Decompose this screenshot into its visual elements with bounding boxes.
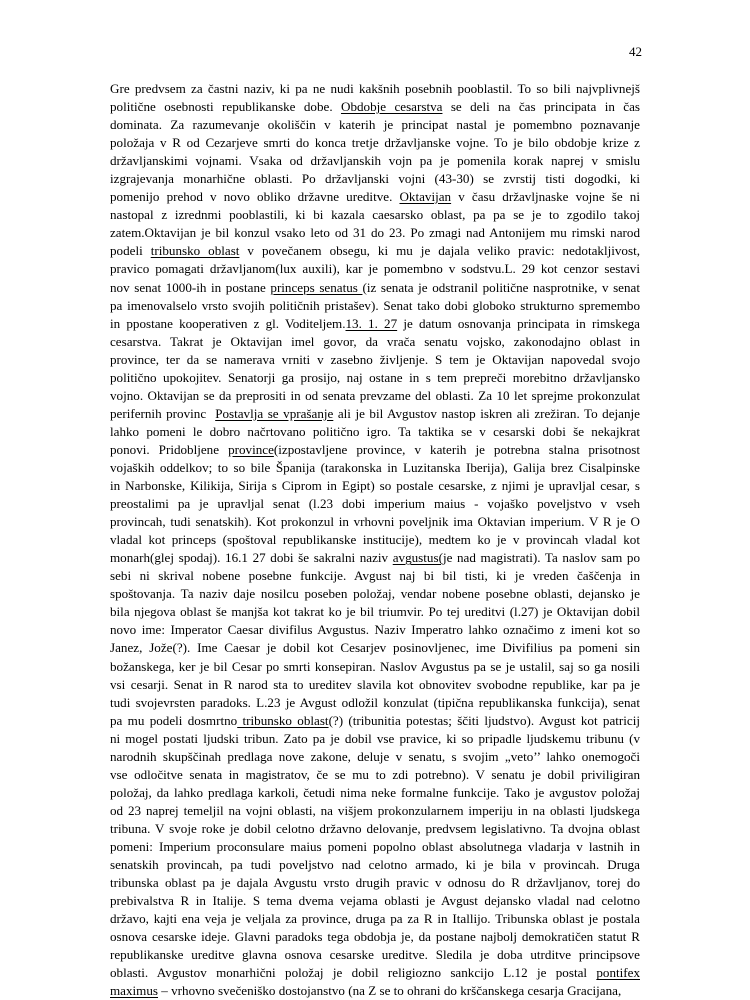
text-segment: tudi svojevrsten paradoks. L.23 je Avgust odložil konzulat (tipična republikanska funkcija), senat — [110, 694, 640, 710]
text-line — [110, 603, 640, 621]
text-segment: spoštovanja. Ta naziv daje nosilcu poseben položaj, vendar nobene posebne oblasti, dejansko je — [110, 586, 640, 602]
text-line — [110, 639, 640, 657]
text-segment: vladal kot princeps (spoštoval republikanske institucije), medtem ko je v provincah vladal kot — [110, 532, 640, 548]
text-line — [110, 549, 640, 567]
text-line — [110, 116, 640, 134]
text-segment: nastopal z izrednmi pooblastili, ki bi kazala caesarsko oblast, pa pa se je to zgodilo takoj — [110, 207, 640, 223]
text-segment: državljanskimi vojnami. Vsaka od državljanskih vojn pa je pomenila korak naprej v smislu — [110, 153, 640, 169]
text-line — [110, 820, 640, 838]
text-line — [110, 621, 640, 639]
text-line — [110, 730, 640, 748]
text-segment: provincah, tudi senatskih). Kot prokonzul in vrhovni poveljnik ima Oktavian imperium. V R je O — [110, 514, 640, 530]
text-line — [110, 297, 640, 315]
text-segment: novo ime: Imperator Caesar divifilus Avgustus. Naziv Imperatro lahko označimo z imeni kot so — [110, 622, 640, 638]
text-segment: bila njegova oblast še manjša kot takrat ko je bil triumvir. Po tej ureditvi (l.27) je Oktavijan dobil — [110, 604, 640, 620]
text-line — [110, 910, 640, 928]
text-segment: je datum osnovanja principata in rimskega — [397, 315, 640, 331]
text-segment: cesarstva. Takrat je Oktavijan imel govor, da vrača senatu vojsko, zakonodajno oblast in — [110, 333, 640, 349]
text-line — [110, 513, 640, 531]
text-segment: državo, kajti ena veja je veljala za province, druga pa za R in Itallijo. Tribunska oblast je postala — [110, 911, 640, 927]
underlined-term: 13. 1. 27 — [345, 315, 398, 331]
text-segment: republikanske ureditve glavna osnova cesarske ureditve. Sledila je doba utrditve principsove — [110, 947, 640, 963]
text-segment: sebi ni skrival nobene posebne funkcije. Avgust naj bi bil tisti, ki je vreden čaščenja in — [110, 568, 640, 584]
text-line — [110, 567, 640, 585]
text-line — [110, 982, 640, 1000]
underlined-term: avgustus( — [392, 550, 443, 566]
page-number: 42 — [629, 44, 642, 59]
text-segment: monarh(glej spodaj). 16.1 27 dobi še sakralni naziv — [110, 550, 393, 566]
underlined-term: tribunsko oblast — [237, 712, 329, 728]
text-line — [110, 260, 640, 278]
text-line — [110, 206, 640, 224]
text-line — [110, 748, 640, 766]
underlined-term: maximus — [110, 983, 159, 999]
underlined-term: province — [228, 441, 274, 457]
underlined-term: princeps senatus — [270, 279, 363, 295]
text-segment: politične osebnosti republikanske dobe. — [110, 99, 341, 115]
text-segment: v času državljnaske vojne še ni — [451, 189, 640, 205]
text-line — [110, 477, 640, 495]
text-line — [110, 134, 640, 152]
text-line — [110, 712, 640, 730]
text-segment: vsi cesarji. Senat in R narod sta to ureditev slavila kot obnovitev svobodne republike, kar pa je — [110, 676, 640, 692]
text-line — [110, 856, 640, 874]
text-segment: in Narbonske, Kilikija, Sirija s Ciprom in Egipt) so postale cesarske, z njimi je upravljal cesar, s — [110, 478, 640, 494]
text-segment: v povečanem obsegu, ki mu je dajala veliko pravic: nedotakljivost, — [239, 243, 640, 259]
text-segment: (?) (tribunitia potestas; ščiti ljudstvo). Avgust kot patricij — [328, 712, 641, 728]
text-segment: Gre predvsem za častni naziv, ki pa ne nudi kakšnih posebnih pooblastil. To so bili najvplivnejš — [110, 81, 640, 96]
text-segment: politično upokojitev. Senatorji ga prosijo, naj ostane in s tem prepreči morebitno državljansko — [110, 369, 640, 385]
text-line — [110, 585, 640, 603]
text-line — [110, 188, 640, 206]
underlined-term: tribunsko oblast — [150, 243, 240, 259]
text-segment: in ppostane kooperativen z gl. Voditeljem. — [110, 315, 346, 331]
text-segment: položaja v R od Cezarjeve smrti do konca tretje državljanske vojne. To je bilo obdobje krize z — [110, 135, 640, 151]
text-segment: nov senat 1000-ih in postane — [110, 279, 271, 295]
text-segment: ali je bil Avgustov nastop iskren ali zrežiran. To dejanje — [333, 405, 640, 421]
text-segment: izgrajevanja monarhične oblasti. Po državljanski vojni (43-30) se zvrstij tisti dogodki, ki — [110, 171, 640, 187]
text-segment: (iz senata je odstranil politične nasprotnike, v senat — [362, 279, 640, 295]
text-segment: lahko pomeni le dobro načrtovano politično igro. Ta taktika se v cesarski dobi še nekajkrat — [110, 423, 640, 439]
text-line — [110, 784, 640, 802]
text-segment: je nad magistrati). Ta naslov sam po — [442, 550, 641, 566]
text-segment: (izpostavljene province, v katerih je potrebna stalna prisotnost — [273, 441, 640, 457]
text-segment: narodnih skupščinah predlaga nove zakone, deluje v senatu, s svojim „veto’’ lahko onemogoči — [110, 748, 640, 764]
text-segment: od 23 naprej temeljil na vojni oblasti, na višjem prokonzularnem imperiju in na oblasti ljudskega — [110, 802, 640, 818]
text-segment: se deli na čas principata in čas — [442, 99, 640, 115]
text-line — [110, 495, 640, 513]
underlined-term: pontifex — [596, 965, 640, 981]
text-line — [110, 802, 640, 820]
text-line — [110, 423, 640, 441]
text-segment: ni mogel postati ljudski tribun. Zato pa je dobil vse pravice, ki so pripadle ljudskemu tribunu (v — [110, 730, 640, 746]
text-segment: božanskega, ker je bil Cesar po smrti konsepiran. Naslov Avgustus pa se je ustalil, saj so ga nosili — [110, 658, 640, 674]
text-segment: vojaških oddelkov; to so bile Španija (tarakonska in Luzitanska Iberija), Galija brez Cisalpinske — [110, 459, 640, 475]
text-line — [110, 838, 640, 856]
text-segment: tribunska oblast pa je dajala Avgustu vrsto drugih pravic v odnosu do R državljanov, torej do — [110, 875, 640, 891]
text-segment: zatem.Oktavijan je bil konzul vsako leto od 31 do 23. Po zmagi nad Antonijem mu rimski narod — [110, 225, 640, 241]
text-segment: pa mu podeli dosmrtno — [110, 712, 238, 728]
text-segment: vojno. Oktavijan se da preprositi in od senata prevzame del oblasti. Za 10 let sprejme prokonzulat — [110, 387, 640, 403]
text-line — [110, 279, 640, 297]
text-line — [110, 315, 640, 333]
text-segment: pa imenovalselo vrsto svojih političnih pristašev). Senat tako dobi globoko strukturno spremembo — [110, 297, 640, 313]
text-segment: preostalimi pa je upravljal senat (l.23 dobi imperium maius - vojaško poveljstvo v vseh — [110, 496, 640, 512]
text-segment: province, ter da se namerava vrniti v zasebno življenje. S tem je Oktavijan napovedal svojo — [110, 351, 640, 367]
text-line — [110, 928, 640, 946]
text-line — [110, 766, 640, 784]
text-segment: dominata. Za razumevanje okoliščin v katerih je principat nastal je pomembno poznavanje — [110, 117, 640, 133]
text-line — [110, 98, 640, 116]
text-segment: podeli — [110, 243, 151, 259]
text-segment: pomenijo prehod v novo obliko državne ureditve. — [110, 189, 400, 205]
text-line — [110, 874, 640, 892]
text-segment: perifernih provinc — [110, 405, 216, 421]
text-segment: – vrhovno svečeniško dostojanstvo (na Z se to ohrani do krščanskega cesarja Gracijana, — [158, 983, 622, 999]
text-segment: Janez, Jože(?). Ime Caesar je dobil kot Cesarjev posinovljenec, ime Divifilius pa pomeni sin — [110, 640, 640, 656]
text-line — [110, 369, 640, 387]
text-line — [110, 80, 640, 98]
text-line — [110, 459, 640, 477]
text-segment: oblasti. Avgustov monarhični položaj je dobil religiozno sankcijo L.12 je postal — [110, 965, 597, 981]
text-line — [110, 441, 640, 459]
text-line — [110, 152, 640, 170]
text-segment: ponovi. Pridobljene — [110, 441, 229, 457]
underlined-term: Obdobje cesarstva — [340, 99, 443, 115]
text-line — [110, 170, 640, 188]
text-segment: pravico pomagati državljanom(lux auxili), kar je pomembno v sodstvu.L. 29 kot cenzor sestavi — [110, 261, 640, 277]
text-line — [110, 242, 640, 260]
text-line — [110, 387, 640, 405]
text-segment: vse odločitve senata in magistratov, če se mu to zdi potrebno). V senatu je dobil priviligiran — [110, 766, 640, 782]
text-line — [110, 531, 640, 549]
text-segment: osnova cesarske ideje. Glavni paradoks tega obdobja je, da postane najbolj demokratičen statut R — [110, 929, 640, 945]
text-line — [110, 333, 640, 351]
text-line — [110, 694, 640, 712]
text-line — [110, 224, 640, 242]
text-line — [110, 676, 640, 694]
text-segment: pomeni: Imperium proconsulare maius pomeni popolno oblast absolutnega vladarja v lastnih in — [110, 838, 640, 854]
text-segment: prebivalstva R in Italije. S tema dvema vejama oblasti je Avgust dejansko vladal nad celotno — [110, 893, 640, 909]
text-line — [110, 658, 640, 676]
text-line — [110, 405, 640, 423]
body-text — [110, 80, 640, 1000]
text-segment: senatskih provincah, pa tudi poveljstvo nad celotno armado, ki je bila v provincah. Druga — [110, 857, 640, 873]
text-line — [110, 351, 640, 369]
text-line — [110, 946, 640, 964]
underlined-term: Oktavijan — [399, 189, 452, 205]
text-segment: tribuna. V svoje roke je dobil celotno državno delovanje, predvsem legislativno. Ta dvojna oblast — [110, 820, 640, 836]
text-line — [110, 964, 640, 982]
text-segment: položaj, da lahko predlaga karkoli, četudi nima neke formalne funkcije. Tako je avgustov položaj — [110, 784, 640, 800]
text-line — [110, 892, 640, 910]
underlined-term: Postavlja se vprašanje — [215, 405, 334, 421]
